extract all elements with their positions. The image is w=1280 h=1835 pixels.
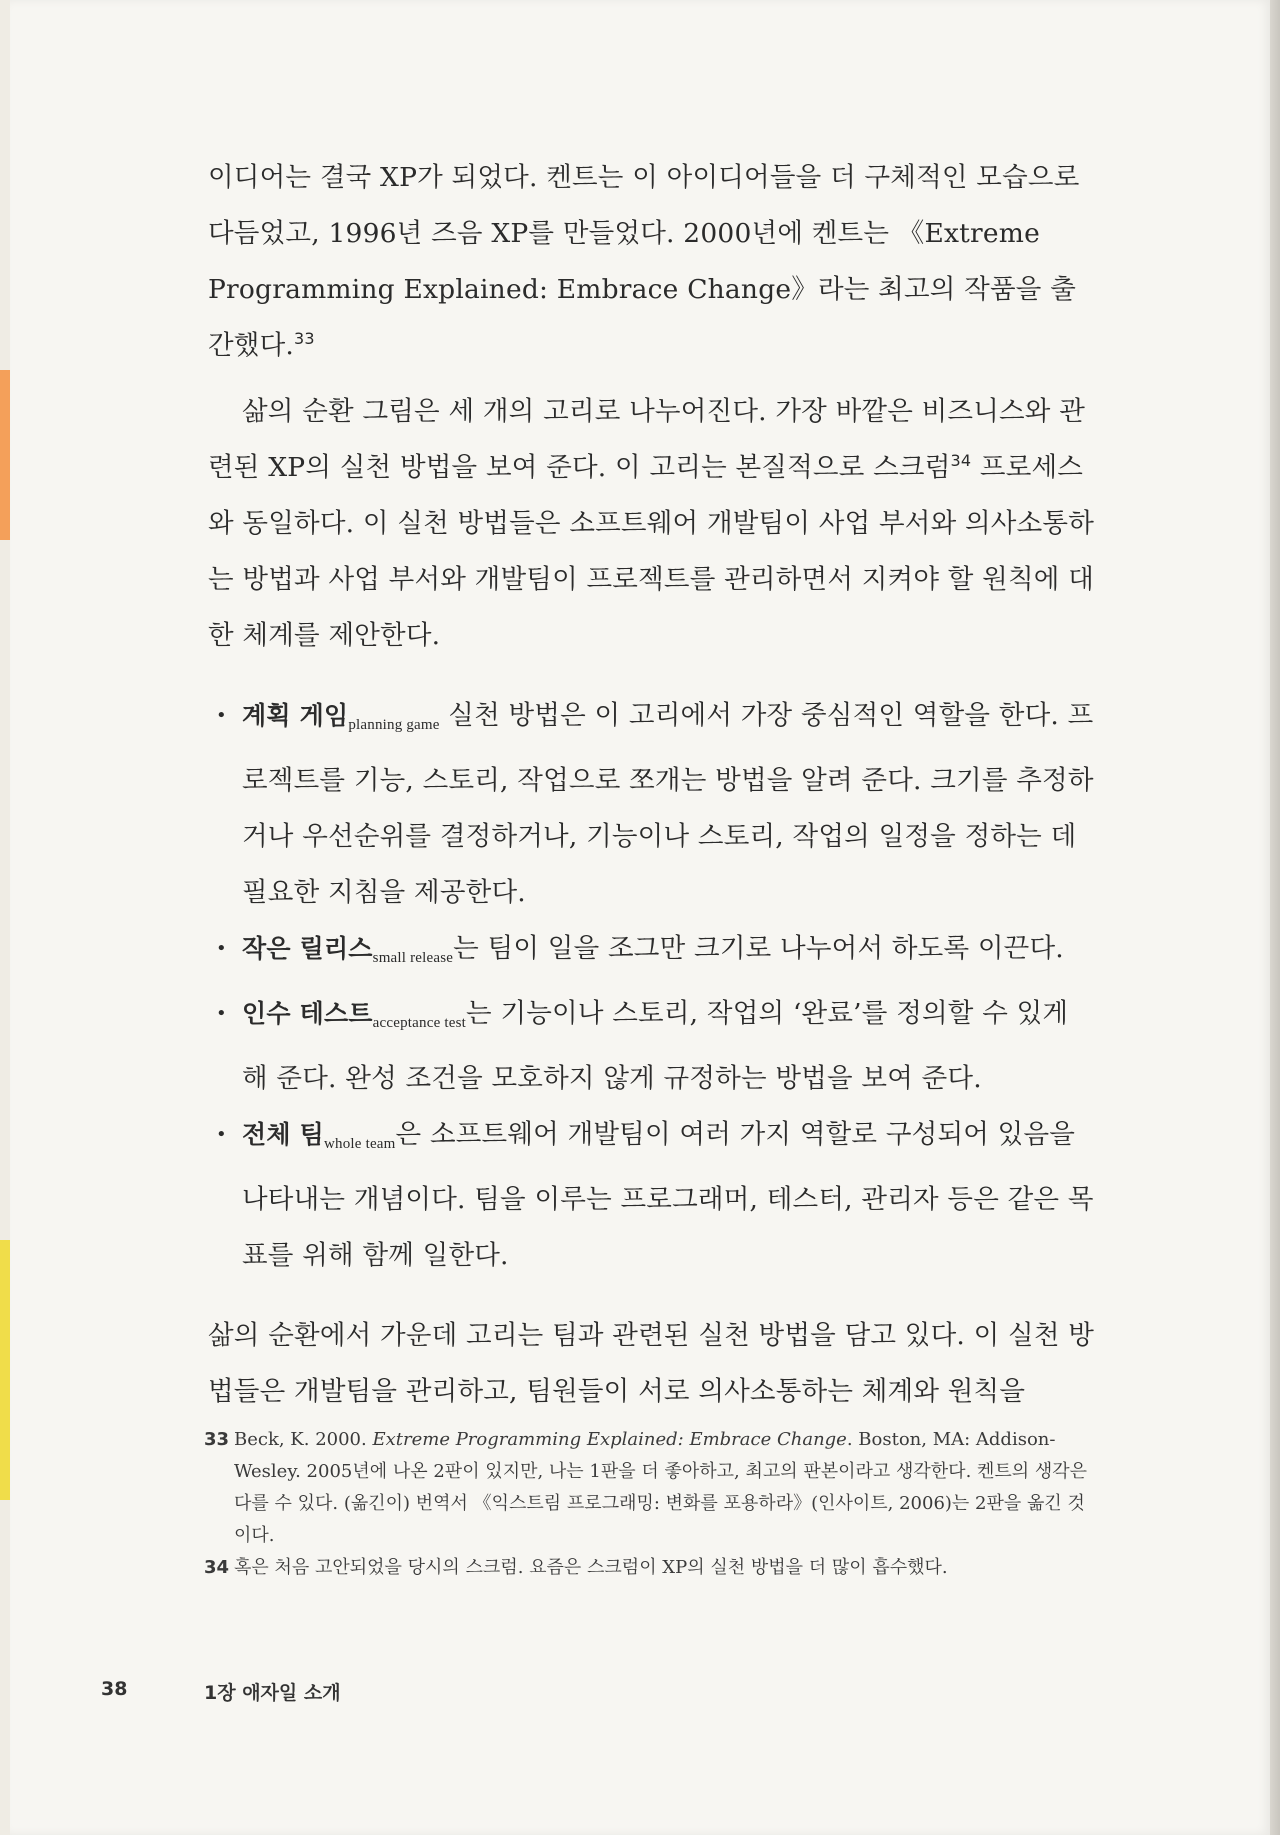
footnote-34 <box>204 1552 1094 1584</box>
bullet-icon: • <box>216 705 227 726</box>
bullet-icon: • <box>216 1124 227 1145</box>
term: 작은 릴리스 <box>242 934 373 963</box>
chapter-title: 1장 애자일 소개 <box>204 1682 341 1704</box>
bullet-icon: • <box>216 1003 227 1024</box>
page-number: 38 <box>101 1678 128 1700</box>
paragraph-1 <box>208 150 1100 374</box>
paragraph-3: 삶의 순환에서 가운데 고리는 팀과 관련된 실천 방법을 담고 있다. 이 실천 방법들은 개발팀을 관리하고, 팀원들이 서로 의사소통하는 체계와 원칙을 <box>208 1320 1095 1407</box>
list-item <box>208 688 1100 921</box>
term-english: whole team <box>323 1136 396 1152</box>
page-right-edge <box>1270 0 1280 1835</box>
footnote-text: 혹은 처음 고안되었을 당시의 스크럼. 요즘은 스크럼이 XP의 실천 방법을 더 많이 흡수했다. <box>234 1557 948 1578</box>
footnote-ref-33: 33 <box>294 329 315 349</box>
term: 인수 테스트 <box>242 999 373 1028</box>
footnote-number: 34 <box>204 1557 230 1578</box>
paragraph-2-text-a: 삶의 순환 그림은 세 개의 고리로 나누어진다. 가장 바깥은 비즈니스와 관련된 XP의 실천 방법을 보여 준다. 이 고리는 본질적으로 스크럼 <box>208 396 1086 483</box>
term-english: acceptance test <box>372 1015 467 1031</box>
book-page <box>10 0 1272 1835</box>
footnote-text-rest: . Boston, MA: Addison-Wesley. 2005년에 나온 2판이 있지만, 나는 1판을 더 좋아하고, 최고의 판본이라고 생각한다. 켄트의 생각은 다를 수 있다. (옮긴이) 번역서 《익스트림 프로그래밍: 변화를 포용하라》(인사이트, 2006)는 2판을 옮긴 것이다. <box>234 1429 1088 1546</box>
footnote-33 <box>204 1424 1094 1552</box>
list-item-text: 는 팀이 일을 조그만 크기로 나누어서 하도록 이끈다. <box>453 933 1064 964</box>
footnote-number: 33 <box>204 1429 230 1450</box>
paragraph-2 <box>208 384 1100 664</box>
page-left-edge <box>0 0 10 1835</box>
list-item <box>208 921 1100 986</box>
paragraph-2-text-b: 프로세스와 동일하다. 이 실천 방법들은 소프트웨어 개발팀이 사업 부서와 의사소통하는 방법과 사업 부서와 개발팀이 프로젝트를 관리하면서 지켜야 할 원칙에 대한 체계를 제안한다. <box>208 452 1095 651</box>
term-english: small release <box>372 950 454 966</box>
paragraph-1-text: 이디어는 결국 XP가 되었다. 켄트는 이 아이디어들을 더 구체적인 모습으로 다듬었고, 1996년 즈음 XP를 만들었다. 2000년에 켄트는 《Extreme Programming Explained: Embrace Change》라는 최고의 작품을 출간했다. <box>208 162 1080 361</box>
list-item-text: 실천 방법은 이 고리에서 가장 중심적인 역할을 한다. 프로젝트를 기능, 스토리, 작업으로 쪼개는 방법을 알려 준다. 크기를 추정하거나 우선순위를 결정하거나, 기능이나 스토리, 작업의 일정을 정하는 데 필요한 지침을 제공한다. <box>242 700 1094 908</box>
practice-list <box>208 688 1100 1284</box>
term: 전체 팀 <box>242 1120 324 1149</box>
list-item <box>208 1107 1100 1284</box>
term-english: planning game <box>348 717 440 733</box>
body-text <box>208 150 1100 1420</box>
list-item-text: 는 기능이나 스토리, 작업의 ‘완료’를 정의할 수 있게 해 준다. 완성 조건을 모호하지 않게 규정하는 방법을 보여 준다. <box>242 998 1069 1094</box>
footnote-text: Beck, K. 2000. <box>234 1429 373 1450</box>
footnotes <box>204 1424 1094 1584</box>
footnote-ref-34: 34 <box>950 451 972 471</box>
list-item <box>208 986 1100 1107</box>
footnote-book-title: Extreme Programming Explained: Embrace Change <box>372 1429 847 1450</box>
bullet-icon: • <box>216 938 227 959</box>
term: 계획 게임 <box>242 701 349 730</box>
list-item-text: 은 소프트웨어 개발팀이 여러 가지 역할로 구성되어 있음을 나타내는 개념이다. 팀을 이루는 프로그래머, 테스터, 관리자 등은 같은 목표를 위해 함께 일한다. <box>242 1119 1094 1271</box>
